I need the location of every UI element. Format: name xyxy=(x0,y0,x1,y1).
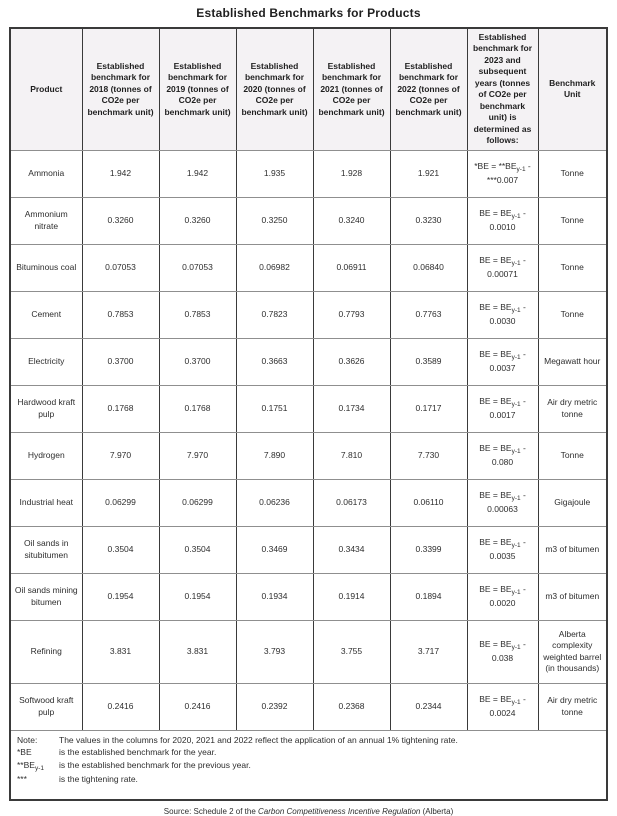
value-cell: 3.717 xyxy=(390,620,467,683)
value-cell: 7.730 xyxy=(390,432,467,479)
value-cell: 0.06982 xyxy=(236,244,313,291)
value-cell: 0.1954 xyxy=(159,573,236,620)
product-cell: Ammonium nitrate xyxy=(10,197,82,244)
product-cell: Industrial heat xyxy=(10,479,82,526)
value-cell: 0.2392 xyxy=(236,683,313,730)
table-row xyxy=(10,432,607,479)
value-cell: 0.06840 xyxy=(390,244,467,291)
unit-cell: Gigajoule xyxy=(538,479,607,526)
note-text: is the tightening rate. xyxy=(59,774,138,785)
value-cell: 0.3469 xyxy=(236,526,313,573)
value-cell: 0.7823 xyxy=(236,291,313,338)
table-row xyxy=(10,291,607,338)
formula-cell xyxy=(467,620,538,683)
formula-expression: BE = $BE_{y-1}$ - xyxy=(479,255,526,268)
formula-cell xyxy=(467,683,538,730)
value-cell: 0.1954 xyxy=(82,573,159,620)
formula-cell xyxy=(467,244,538,291)
header-cell-product: Product xyxy=(10,28,82,150)
source-prefix: Source: Schedule 2 of the xyxy=(163,806,259,816)
value-cell: 0.06173 xyxy=(313,479,390,526)
note-cell xyxy=(10,730,607,800)
value-cell: 0.3240 xyxy=(313,197,390,244)
value-cell: 3.831 xyxy=(82,620,159,683)
formula-cell xyxy=(467,526,538,573)
value-cell: 0.3700 xyxy=(82,338,159,385)
note-text: The values in the columns for 2020, 2021 and 2022 reflect the application of an annual 1% tightening rate. xyxy=(59,734,458,745)
formula-expression: BE = $BE_{y-1}$ - xyxy=(479,537,526,550)
value-cell: 1.935 xyxy=(236,150,313,197)
header-cell-benchmark-unit: Benchmark Unit xyxy=(538,28,607,150)
unit-cell: Alberta complexity weighted barrel (in thousands) xyxy=(538,620,607,683)
value-cell: 0.3504 xyxy=(159,526,236,573)
formula-expression: BE = $BE_{y-1}$ - xyxy=(479,208,526,221)
formula-rate-value: 0.0010 xyxy=(489,221,516,232)
value-cell: 0.1717 xyxy=(390,385,467,432)
formula-expression: BE = $BE_{y-1}$ - xyxy=(479,584,526,597)
formula-rate-value: 0.038 xyxy=(491,652,514,663)
note-line xyxy=(17,774,600,785)
unit-cell: m3 of bitumen xyxy=(538,526,607,573)
table-row xyxy=(10,197,607,244)
value-cell: 0.3626 xyxy=(313,338,390,385)
value-cell: 0.07053 xyxy=(159,244,236,291)
header-cell-2021: Established benchmark for 2021 (tonnes of CO2e per benchmark unit) xyxy=(313,28,390,150)
table-row xyxy=(10,244,607,291)
unit-cell: Air dry metric tonne xyxy=(538,385,607,432)
value-cell: 0.2368 xyxy=(313,683,390,730)
header-cell-2020: Established benchmark for 2020 (tonnes of CO2e per benchmark unit) xyxy=(236,28,313,150)
table-row xyxy=(10,683,607,730)
value-cell: 7.970 xyxy=(82,432,159,479)
note-text: is the established benchmark for the year. xyxy=(59,747,217,758)
product-cell: Bituminous coal xyxy=(10,244,82,291)
value-cell: 1.942 xyxy=(82,150,159,197)
product-cell: Electricity xyxy=(10,338,82,385)
formula-cell xyxy=(467,479,538,526)
product-cell: Oil sands in situbitumen xyxy=(10,526,82,573)
value-cell: 0.1914 xyxy=(313,573,390,620)
value-cell: 0.3260 xyxy=(159,197,236,244)
table-header xyxy=(10,28,607,150)
product-cell: Cement xyxy=(10,291,82,338)
note-term: *BE xyxy=(17,747,32,758)
value-cell: 0.1934 xyxy=(236,573,313,620)
value-cell: 0.2416 xyxy=(82,683,159,730)
value-cell: 7.970 xyxy=(159,432,236,479)
product-cell: Ammonia xyxy=(10,150,82,197)
value-cell: 0.06299 xyxy=(82,479,159,526)
value-cell: 0.3399 xyxy=(390,526,467,573)
note-line xyxy=(17,747,600,758)
product-cell: Oil sands mining bitumen xyxy=(10,573,82,620)
note-term: *** xyxy=(17,774,27,785)
formula-expression: BE = $BE_{y-1}$ - xyxy=(479,302,526,315)
value-cell: 7.810 xyxy=(313,432,390,479)
header-cell-2019: Established benchmark for 2019 (tonnes of CO2e per benchmark unit) xyxy=(159,28,236,150)
value-cell: 0.1734 xyxy=(313,385,390,432)
formula-cell xyxy=(467,197,538,244)
value-cell: 1.942 xyxy=(159,150,236,197)
formula-cell xyxy=(467,338,538,385)
formula-rate-value: 0.0020 xyxy=(489,597,516,608)
formula-rate-value: 0.0024 xyxy=(489,707,516,718)
value-cell: 0.06911 xyxy=(313,244,390,291)
header-cell-2022: Established benchmark for 2022 (tonnes of CO2e per benchmark unit) xyxy=(390,28,467,150)
note-term: Note: xyxy=(17,734,38,745)
unit-cell: Tonne xyxy=(538,197,607,244)
unit-cell: Tonne xyxy=(538,432,607,479)
value-cell: 1.928 xyxy=(313,150,390,197)
value-cell: 0.1768 xyxy=(82,385,159,432)
value-cell: 7.890 xyxy=(236,432,313,479)
formula-expression: BE = $BE_{y-1}$ - xyxy=(479,490,526,503)
formula-cell xyxy=(467,385,538,432)
product-cell: Hydrogen xyxy=(10,432,82,479)
note-line xyxy=(17,760,600,774)
unit-cell: m3 of bitumen xyxy=(538,573,607,620)
value-cell: 0.7853 xyxy=(159,291,236,338)
formula-rate-value: 0.0017 xyxy=(489,409,516,420)
formula-rate-value: 0.0030 xyxy=(489,315,516,326)
header-cell-2023-formula: Established benchmark for 2023 and subsequent years (tonnes of CO2e per benchmark unit) is determined as follows: xyxy=(467,28,538,150)
value-cell: 3.755 xyxy=(313,620,390,683)
product-cell: Refining xyxy=(10,620,82,683)
unit-cell: Air dry metric tonne xyxy=(538,683,607,730)
value-cell: 0.3250 xyxy=(236,197,313,244)
formula-cell xyxy=(467,291,538,338)
formula-expression: BE = $BE_{y-1}$ - xyxy=(479,443,526,456)
header-row xyxy=(10,28,607,150)
source-regulation-name: Carbon Competitiveness Incentive Regulation xyxy=(258,806,421,816)
value-cell: 0.3589 xyxy=(390,338,467,385)
product-cell: Softwood kraft pulp xyxy=(10,683,82,730)
unit-cell: Tonne xyxy=(538,244,607,291)
value-cell: 3.831 xyxy=(159,620,236,683)
table-row xyxy=(10,150,607,197)
unit-cell: Tonne xyxy=(538,150,607,197)
formula-rate-value: 0.0037 xyxy=(489,362,516,373)
formula-rate-value: 0.00063 xyxy=(487,503,518,514)
formula-cell xyxy=(467,573,538,620)
value-cell: 0.2344 xyxy=(390,683,467,730)
formula-rate-value: ***0.007 xyxy=(486,174,519,185)
table-row xyxy=(10,338,607,385)
formula-expression: BE = $BE_{y-1}$ - xyxy=(479,639,526,652)
table-footnote xyxy=(10,730,607,800)
value-cell: 1.921 xyxy=(390,150,467,197)
source-line xyxy=(0,807,617,816)
source-suffix: (Alberta) xyxy=(420,806,454,816)
value-cell: 0.3663 xyxy=(236,338,313,385)
note-term: $**BE_{y-1}$ xyxy=(17,759,44,772)
formula-rate-value: 0.080 xyxy=(491,456,514,467)
page-title: Established Benchmarks for Products xyxy=(196,6,421,20)
note-text: is the established benchmark for the previous year. xyxy=(59,759,251,770)
value-cell: 0.1768 xyxy=(159,385,236,432)
note-line xyxy=(17,735,600,746)
formula-rate-value: 0.0035 xyxy=(489,550,516,561)
table-row xyxy=(10,526,607,573)
formula-rate-value: 0.00071 xyxy=(487,268,518,279)
table-body xyxy=(10,150,607,730)
unit-cell: Tonne xyxy=(538,291,607,338)
value-cell: 0.3260 xyxy=(82,197,159,244)
value-cell: 0.1751 xyxy=(236,385,313,432)
formula-expression: BE = $BE_{y-1}$ - xyxy=(479,349,526,362)
table-row xyxy=(10,479,607,526)
note-row xyxy=(10,730,607,800)
value-cell: 0.7763 xyxy=(390,291,467,338)
formula-cell xyxy=(467,150,538,197)
benchmarks-table xyxy=(9,27,608,801)
table-row xyxy=(10,385,607,432)
value-cell: 0.06236 xyxy=(236,479,313,526)
value-cell: 0.3230 xyxy=(390,197,467,244)
value-cell: 0.1894 xyxy=(390,573,467,620)
value-cell: 0.3700 xyxy=(159,338,236,385)
table-row xyxy=(10,573,607,620)
unit-cell: Megawatt hour xyxy=(538,338,607,385)
value-cell: 0.7853 xyxy=(82,291,159,338)
formula-expression: BE = $BE_{y-1}$ - xyxy=(479,396,526,409)
value-cell: 0.2416 xyxy=(159,683,236,730)
value-cell: 0.3504 xyxy=(82,526,159,573)
value-cell: 0.7793 xyxy=(313,291,390,338)
table-row xyxy=(10,620,607,683)
product-cell: Hardwood kraft pulp xyxy=(10,385,82,432)
header-cell-2018: Established benchmark for 2018 (tonnes of CO2e per benchmark unit) xyxy=(82,28,159,150)
formula-cell xyxy=(467,432,538,479)
value-cell: 0.06110 xyxy=(390,479,467,526)
value-cell: 0.06299 xyxy=(159,479,236,526)
formula-expression: BE = $BE_{y-1}$ - xyxy=(479,694,526,707)
value-cell: 3.793 xyxy=(236,620,313,683)
value-cell: 0.3434 xyxy=(313,526,390,573)
value-cell: 0.07053 xyxy=(82,244,159,291)
formula-expression: $*BE = **BE_{y-1}$ - xyxy=(474,161,531,174)
